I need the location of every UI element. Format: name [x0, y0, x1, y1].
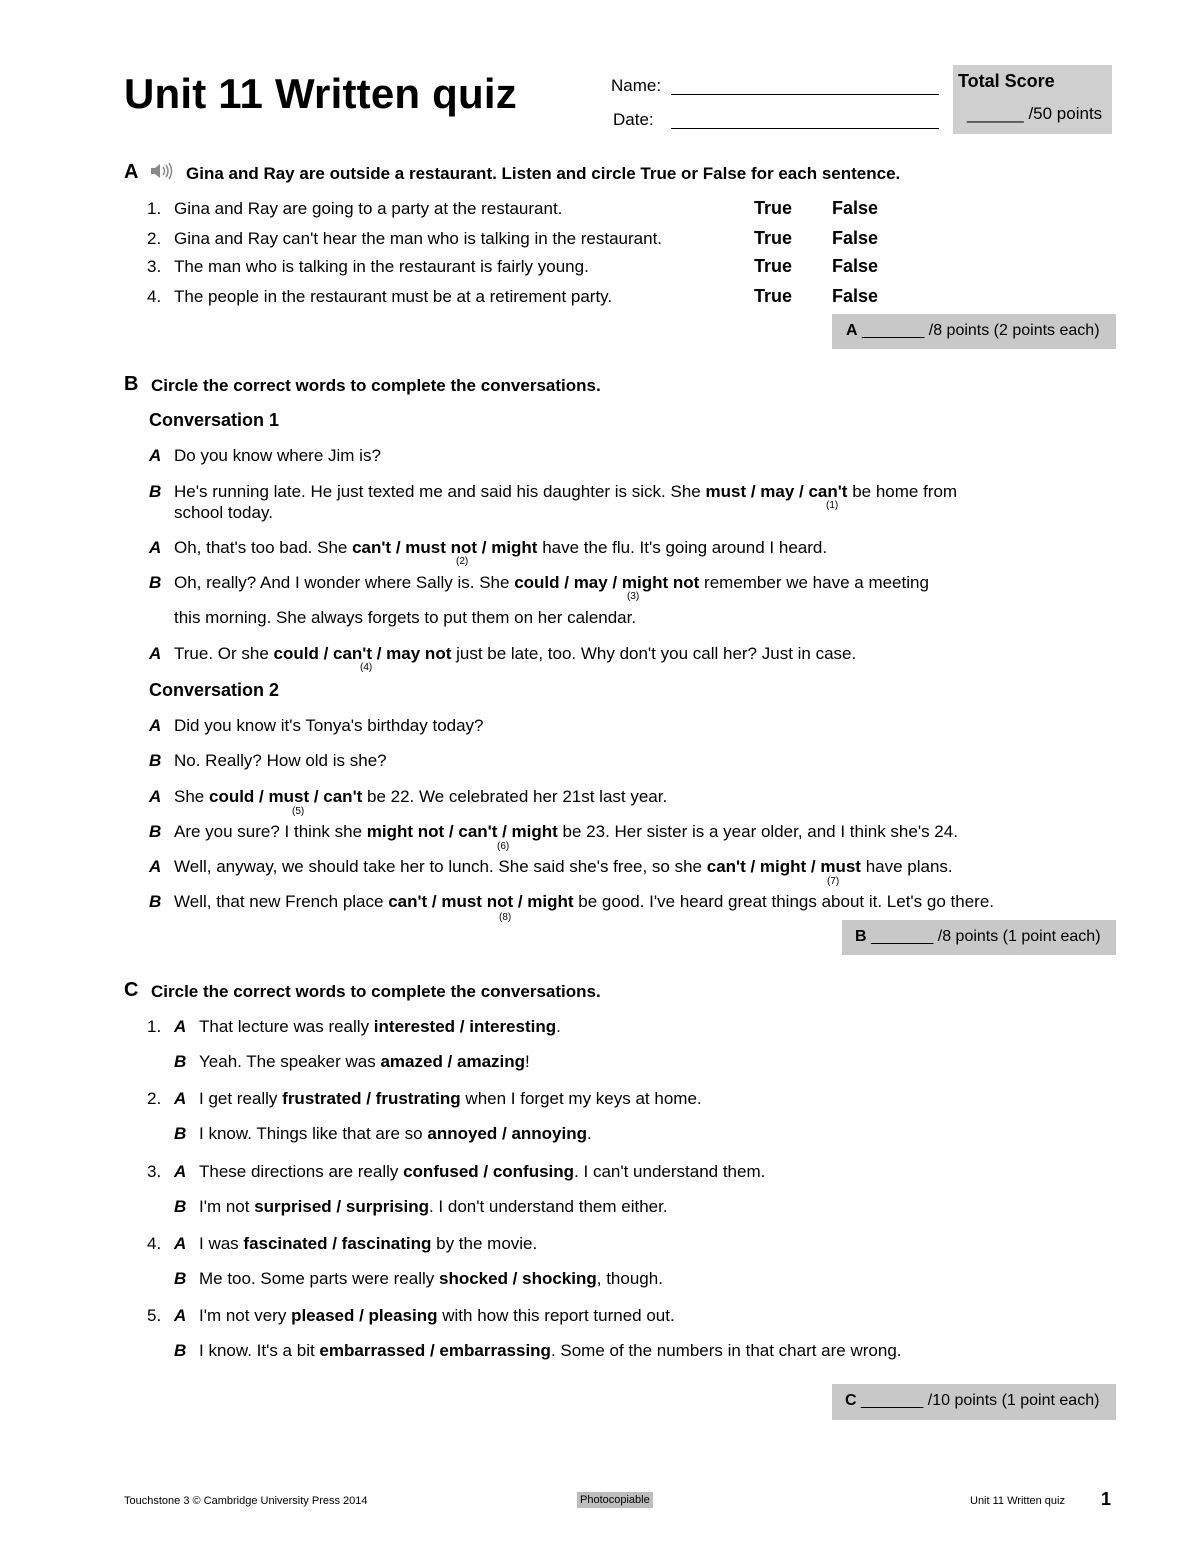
line-text-end: !	[525, 1052, 530, 1071]
word-choice[interactable]: interested / interesting	[373, 1017, 557, 1036]
word-choice[interactable]: pleased / pleasing	[291, 1306, 438, 1325]
dialog-line	[199, 1016, 561, 1038]
dialog-line	[199, 1088, 702, 1110]
section-a-instruction-text: Gina and Ray are outside a restaurant. Listen and circle True or False for each sentence.	[186, 164, 901, 183]
footer-page-label: Unit 11 Written quiz	[970, 1495, 1065, 1507]
section-a-item-number: 1.	[147, 199, 162, 218]
dialog-line	[174, 786, 667, 808]
line-text-end: .	[556, 1017, 561, 1036]
speaker-label: A	[174, 1162, 187, 1181]
line-text: I'm not very	[199, 1306, 292, 1325]
false-option[interactable]: False	[832, 198, 879, 218]
word-choice[interactable]: can't / might / must	[706, 857, 861, 876]
name-field[interactable]	[671, 94, 939, 95]
dialog-line	[199, 1123, 592, 1145]
line-text-end: .	[587, 1124, 592, 1143]
section-b-points-letter: B	[855, 928, 867, 945]
speaker-label: B	[149, 822, 162, 841]
speaker-label: B	[149, 482, 162, 501]
line-text-end: have the flu. It's going around I heard.	[537, 538, 828, 557]
line-text: True. Or she	[174, 644, 274, 663]
line-text: I was	[199, 1234, 244, 1253]
name-label: Name:	[611, 76, 662, 95]
word-choice[interactable]: annoyed / annoying	[427, 1124, 587, 1143]
line-text: Do you know where Jim is?	[174, 446, 381, 465]
line-text-end: , though.	[596, 1269, 663, 1288]
dialog-line	[174, 481, 957, 503]
line-text-end: just be late, too. Why don't you call her? Just in case.	[451, 644, 857, 663]
section-a-instruction	[186, 164, 900, 184]
dialog-line	[199, 1233, 537, 1255]
conversation-2-title: Conversation 2	[149, 680, 280, 700]
speaker-label: A	[174, 1306, 187, 1325]
speaker-label: B	[174, 1124, 187, 1143]
section-a-item-number: 4.	[147, 287, 162, 306]
line-text-end: have plans.	[860, 857, 953, 876]
item-number-mark: (8)	[499, 912, 512, 923]
date-label: Date:	[613, 110, 654, 129]
section-c-item-number: 1.	[147, 1017, 162, 1036]
speaker-label: B	[174, 1341, 187, 1360]
word-choice[interactable]: fascinated / fascinating	[243, 1234, 432, 1253]
section-c-item-number: 4.	[147, 1234, 162, 1253]
dialog-line	[174, 445, 381, 467]
false-option[interactable]: False	[832, 256, 879, 276]
speaker-label: B	[149, 573, 162, 592]
line-text: I get really	[199, 1089, 283, 1108]
section-b-points-box	[842, 920, 1116, 955]
line-text-end: remember we have a meeting	[699, 573, 929, 592]
word-choice[interactable]: confused / confusing	[403, 1162, 575, 1181]
word-choice[interactable]: embarrassed / embarrassing	[319, 1341, 551, 1360]
line-text-end: be home from	[847, 482, 958, 501]
dialog-line-continued: school today.	[174, 503, 273, 522]
dialog-line-continued: this morning. She always forgets to put them on her calendar.	[174, 608, 637, 627]
dialog-line	[199, 1196, 668, 1218]
dialog-line	[199, 1051, 530, 1073]
line-text-end: . Some of the numbers in that chart are wrong.	[550, 1341, 902, 1360]
item-number-mark: (4)	[360, 662, 373, 673]
line-text: He's running late. He just texted me and said his daughter is sick. She	[174, 482, 706, 501]
dialog-line	[174, 891, 994, 913]
line-text-end: by the movie.	[431, 1234, 538, 1253]
total-score-box	[953, 65, 1112, 134]
word-choice[interactable]: frustrated / frustrating	[282, 1089, 461, 1108]
line-text: Are you sure? I think she	[174, 822, 367, 841]
line-text-end: be 22. We celebrated her 21st last year.	[362, 787, 668, 806]
true-option[interactable]: True	[754, 286, 793, 306]
section-c-instruction: Circle the correct words to complete the conversations.	[151, 982, 601, 1001]
section-a-item-text: Gina and Ray are going to a party at the restaurant.	[174, 199, 563, 218]
section-c-points-box	[832, 1384, 1116, 1420]
line-text-end: with how this report turned out.	[437, 1306, 675, 1325]
section-c-item-number: 3.	[147, 1162, 162, 1181]
section-a-points-box	[832, 314, 1116, 349]
word-choice[interactable]: amazed / amazing	[380, 1052, 526, 1071]
section-c-item-number: 2.	[147, 1089, 162, 1108]
page-number: 1	[1101, 1489, 1112, 1509]
line-text: Yeah. The speaker was	[199, 1052, 381, 1071]
true-option[interactable]: True	[754, 228, 793, 248]
word-choice[interactable]: could / may / might not	[514, 573, 700, 592]
speaker-label: A	[149, 716, 162, 735]
speaker-label: A	[149, 538, 162, 557]
word-choice[interactable]: could / must / can't	[208, 787, 363, 806]
line-text: Oh, really? And I wonder where Sally is. She	[174, 573, 515, 592]
line-text: I know. It's a bit	[199, 1341, 320, 1360]
photocopiable-badge: Photocopiable	[577, 1492, 653, 1508]
line-text: Oh, that's too bad. She	[174, 538, 353, 557]
section-c-letter: C	[124, 979, 139, 1001]
line-text: I'm not	[199, 1197, 255, 1216]
speaker-label: B	[149, 751, 162, 770]
item-number-mark: (1)	[826, 500, 839, 511]
section-b-letter: B	[124, 373, 139, 395]
speaker-label: A	[174, 1234, 187, 1253]
section-a-points-text: _______ /8 points (2 points each)	[862, 322, 1100, 339]
speaker-label: A	[174, 1017, 187, 1036]
section-a-letter: A	[124, 161, 139, 183]
section-a-item-text: The people in the restaurant must be at a retirement party.	[174, 287, 613, 306]
line-text: She	[174, 787, 209, 806]
dialog-line	[174, 821, 958, 843]
word-choice[interactable]: could / can't / may not	[273, 644, 452, 663]
speaker-label: B	[174, 1269, 187, 1288]
dialog-line	[174, 750, 387, 772]
line-text: These directions are really	[199, 1162, 404, 1181]
line-text: I know. Things like that are so	[199, 1124, 428, 1143]
word-choice[interactable]: can't / must not / might	[352, 538, 538, 557]
word-choice[interactable]: must / may / can't	[705, 482, 848, 501]
section-a-item-number: 3.	[147, 257, 162, 276]
item-number-mark: (3)	[627, 591, 640, 602]
false-option[interactable]: False	[832, 228, 879, 248]
section-a-item-text: Gina and Ray can't hear the man who is talking in the restaurant.	[174, 229, 663, 248]
line-text: That lecture was really	[199, 1017, 374, 1036]
section-b-instruction: Circle the correct words to complete the conversations.	[151, 376, 601, 395]
section-c-points-letter: C	[845, 1392, 857, 1409]
line-text: Well, that new French place	[174, 892, 389, 911]
page-title: Unit 11 Written quiz	[124, 70, 517, 117]
item-number-mark: (2)	[456, 556, 469, 567]
speaker-label: A	[149, 787, 162, 806]
true-option[interactable]: True	[754, 198, 793, 218]
line-text-end: be good. I've heard great things about it. Let's go there.	[573, 892, 995, 911]
speaker-label: A	[149, 446, 162, 465]
line-text-end: when I forget my keys at home.	[460, 1089, 702, 1108]
speaker-audio-icon[interactable]	[149, 161, 175, 186]
item-number-mark: (6)	[497, 841, 510, 852]
section-a-item-text: The man who is talking in the restaurant is fairly young.	[174, 257, 589, 276]
footer-copyright: Touchstone 3 © Cambridge University Press 2014	[124, 1495, 368, 1507]
section-b-points-text: _______ /8 points (1 point each)	[871, 928, 1101, 945]
section-a-item-number: 2.	[147, 229, 162, 248]
word-choice[interactable]: surprised / surprising	[254, 1197, 429, 1216]
line-text-end: . I can't understand them.	[574, 1162, 766, 1181]
line-text: Did you know it's Tonya's birthday today?	[174, 716, 484, 735]
dialog-line	[199, 1161, 765, 1183]
dialog-line	[174, 537, 827, 559]
item-number-mark: (7)	[827, 876, 840, 887]
line-text: Me too. Some parts were really	[199, 1269, 439, 1288]
speaker-label: A	[174, 1089, 187, 1108]
word-choice[interactable]: can't / must not / might	[388, 892, 574, 911]
line-text: No. Really? How old is she?	[174, 751, 387, 770]
dialog-line	[174, 643, 856, 665]
item-number-mark: (5)	[292, 806, 305, 817]
dialog-line	[199, 1305, 675, 1327]
false-option[interactable]: False	[832, 286, 879, 306]
section-c-points-text: _______ /10 points (1 point each)	[861, 1392, 1100, 1409]
word-choice[interactable]: might not / can't / might	[366, 822, 558, 841]
line-text-end: . I don't understand them either.	[428, 1197, 668, 1216]
dialog-line	[174, 715, 484, 737]
conversation-1-title: Conversation 1	[149, 410, 280, 430]
speaker-label: A	[149, 857, 162, 876]
dialog-line	[199, 1340, 902, 1362]
total-score-points: ______ /50 points	[967, 104, 1103, 123]
section-a-points-letter: A	[846, 322, 858, 339]
dialog-line	[174, 572, 929, 594]
speaker-label: B	[174, 1197, 187, 1216]
line-text: Well, anyway, we should take her to lunch. She said she's free, so she	[174, 857, 707, 876]
date-field[interactable]	[671, 128, 939, 129]
section-c-item-number: 5.	[147, 1306, 162, 1325]
dialog-line	[199, 1268, 663, 1290]
word-choice[interactable]: shocked / shocking	[438, 1269, 597, 1288]
total-score-label: Total Score	[958, 71, 1055, 91]
speaker-label: B	[174, 1052, 187, 1071]
speaker-label: A	[149, 644, 162, 663]
dialog-line	[174, 856, 953, 878]
line-text-end: be 23. Her sister is a year older, and I think she's 24.	[557, 822, 958, 841]
speaker-label: B	[149, 892, 162, 911]
true-option[interactable]: True	[754, 256, 793, 276]
